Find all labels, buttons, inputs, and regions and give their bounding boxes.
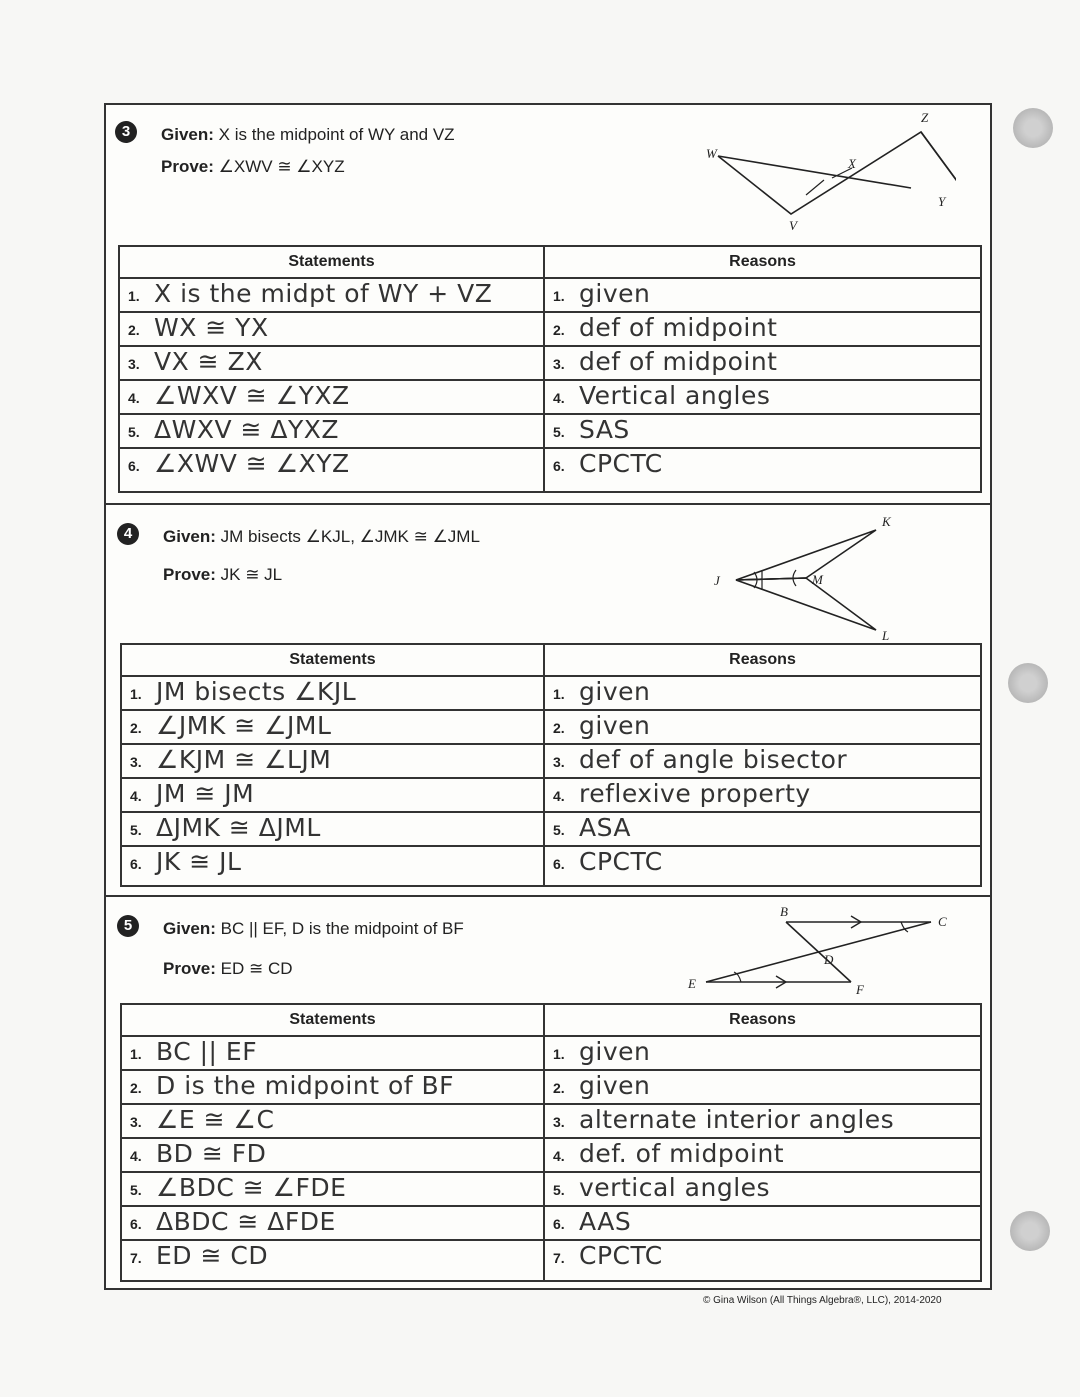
label-z: Z bbox=[921, 110, 929, 125]
problem-number: 3 bbox=[115, 121, 137, 143]
given-text: JM bisects ∠KJL, ∠JMK ≅ ∠JML bbox=[220, 527, 480, 546]
reasons-header: Reasons bbox=[729, 651, 796, 668]
reason-row: 2. def of midpoint bbox=[545, 311, 980, 347]
statement-row: 4. ∠WXV ≅ ∠YXZ bbox=[120, 379, 543, 415]
figure-bowtie-wxyz bbox=[656, 110, 956, 235]
statement-row: 3. VX ≅ ZX bbox=[120, 345, 543, 381]
reason-row: 1. given bbox=[545, 1035, 980, 1071]
problem-number: 5 bbox=[117, 915, 139, 937]
copyright-footer: © Gina Wilson (All Things Algebra®, LLC), 2014-2020 bbox=[703, 1295, 942, 1306]
proof-table bbox=[120, 643, 982, 887]
prove-line bbox=[163, 565, 282, 585]
reasons-header: Reasons bbox=[729, 253, 796, 270]
reason-row: 3. def of midpoint bbox=[545, 345, 980, 381]
label-y: Y bbox=[938, 194, 946, 209]
figure-kite-jkml bbox=[696, 510, 916, 640]
given-label: Given: bbox=[163, 527, 216, 546]
reason-row: 4. reflexive property bbox=[545, 777, 980, 813]
label-j: J bbox=[714, 573, 720, 588]
label-k: K bbox=[882, 514, 891, 529]
statement-row: 6. ΔBDC ≅ ΔFDE bbox=[122, 1205, 543, 1241]
given-label: Given: bbox=[163, 919, 216, 938]
reasons-header: Reasons bbox=[729, 1011, 796, 1028]
label-c: C bbox=[938, 914, 947, 929]
statement-row: 7. ED ≅ CD bbox=[122, 1239, 543, 1278]
reason-row: 3. def of angle bisector bbox=[545, 743, 980, 779]
label-e: E bbox=[688, 976, 696, 991]
label-d: D bbox=[824, 952, 834, 967]
statements-header: Statements bbox=[289, 1011, 376, 1028]
given-line bbox=[163, 919, 464, 939]
proof-table bbox=[118, 245, 982, 493]
reason-row: 6. CPCTC bbox=[545, 447, 980, 483]
reason-row: 4. Vertical angles bbox=[545, 379, 980, 415]
reason-row: 4. def. of midpoint bbox=[545, 1137, 980, 1173]
statement-row: 2. WX ≅ YX bbox=[120, 311, 543, 347]
hole-punch-top bbox=[1013, 108, 1053, 148]
problem-4 bbox=[106, 505, 990, 897]
prove-text: ED ≅ CD bbox=[220, 959, 293, 978]
label-f: F bbox=[856, 982, 864, 997]
reason-row: 7. CPCTC bbox=[545, 1239, 980, 1278]
label-x: X bbox=[848, 156, 856, 171]
statement-row: 5. ∠BDC ≅ ∠FDE bbox=[122, 1171, 543, 1207]
given-line bbox=[161, 125, 455, 145]
label-l: L bbox=[882, 628, 890, 640]
reason-row: 2. given bbox=[545, 709, 980, 745]
statement-row: 4. BD ≅ FD bbox=[122, 1137, 543, 1173]
prove-text: JK ≅ JL bbox=[220, 565, 283, 584]
reason-row: 5. ASA bbox=[545, 811, 980, 847]
worksheet bbox=[104, 103, 992, 1290]
reason-row: 6. AAS bbox=[545, 1205, 980, 1241]
problem-number: 4 bbox=[117, 523, 139, 545]
prove-line bbox=[161, 157, 345, 177]
statement-row: 2. D is the midpoint of BF bbox=[122, 1069, 543, 1105]
hole-punch-middle bbox=[1008, 663, 1048, 703]
prove-line bbox=[163, 959, 293, 979]
given-text: BC || EF, D is the midpoint of BF bbox=[220, 919, 464, 938]
prove-text: ∠XWV ≅ ∠XYZ bbox=[218, 157, 345, 176]
label-m: M bbox=[812, 572, 823, 587]
statements-header: Statements bbox=[289, 651, 376, 668]
reason-row: 1. given bbox=[545, 277, 980, 313]
statement-row: 1. JM bisects ∠KJL bbox=[122, 675, 543, 711]
reason-row: 5. vertical angles bbox=[545, 1171, 980, 1207]
problem-5 bbox=[106, 897, 990, 1286]
prove-label: Prove: bbox=[163, 565, 216, 584]
statement-row: 6. JK ≅ JL bbox=[122, 845, 543, 881]
statement-row: 5. ΔWXV ≅ ΔYXZ bbox=[120, 413, 543, 449]
prove-label: Prove: bbox=[163, 959, 216, 978]
given-text: X is the midpoint of WY and VZ bbox=[218, 125, 455, 144]
statement-row: 1. X is the midpt of WY + VZ bbox=[120, 277, 543, 313]
given-line bbox=[163, 527, 480, 547]
label-b: B bbox=[780, 904, 788, 919]
statement-row: 6. ∠XWV ≅ ∠XYZ bbox=[120, 447, 543, 483]
reason-row: 2. given bbox=[545, 1069, 980, 1105]
reason-row: 5. SAS bbox=[545, 413, 980, 449]
given-label: Given: bbox=[161, 125, 214, 144]
statement-row: 5. ΔJMK ≅ ΔJML bbox=[122, 811, 543, 847]
figure-z-bcdef bbox=[676, 902, 966, 1002]
proof-table bbox=[120, 1003, 982, 1282]
hole-punch-bottom bbox=[1010, 1211, 1050, 1251]
reason-row: 6. CPCTC bbox=[545, 845, 980, 881]
statement-row: 4. JM ≅ JM bbox=[122, 777, 543, 813]
statements-header: Statements bbox=[288, 253, 375, 270]
statement-row: 3. ∠KJM ≅ ∠LJM bbox=[122, 743, 543, 779]
prove-label: Prove: bbox=[161, 157, 214, 176]
label-v: V bbox=[789, 218, 797, 233]
statement-row: 1. BC || EF bbox=[122, 1035, 543, 1071]
statement-row: 2. ∠JMK ≅ ∠JML bbox=[122, 709, 543, 745]
statement-row: 3. ∠E ≅ ∠C bbox=[122, 1103, 543, 1139]
problem-3 bbox=[106, 105, 990, 505]
reason-row: 3. alternate interior angles bbox=[545, 1103, 980, 1139]
reason-row: 1. given bbox=[545, 675, 980, 711]
label-w: W bbox=[706, 146, 717, 161]
